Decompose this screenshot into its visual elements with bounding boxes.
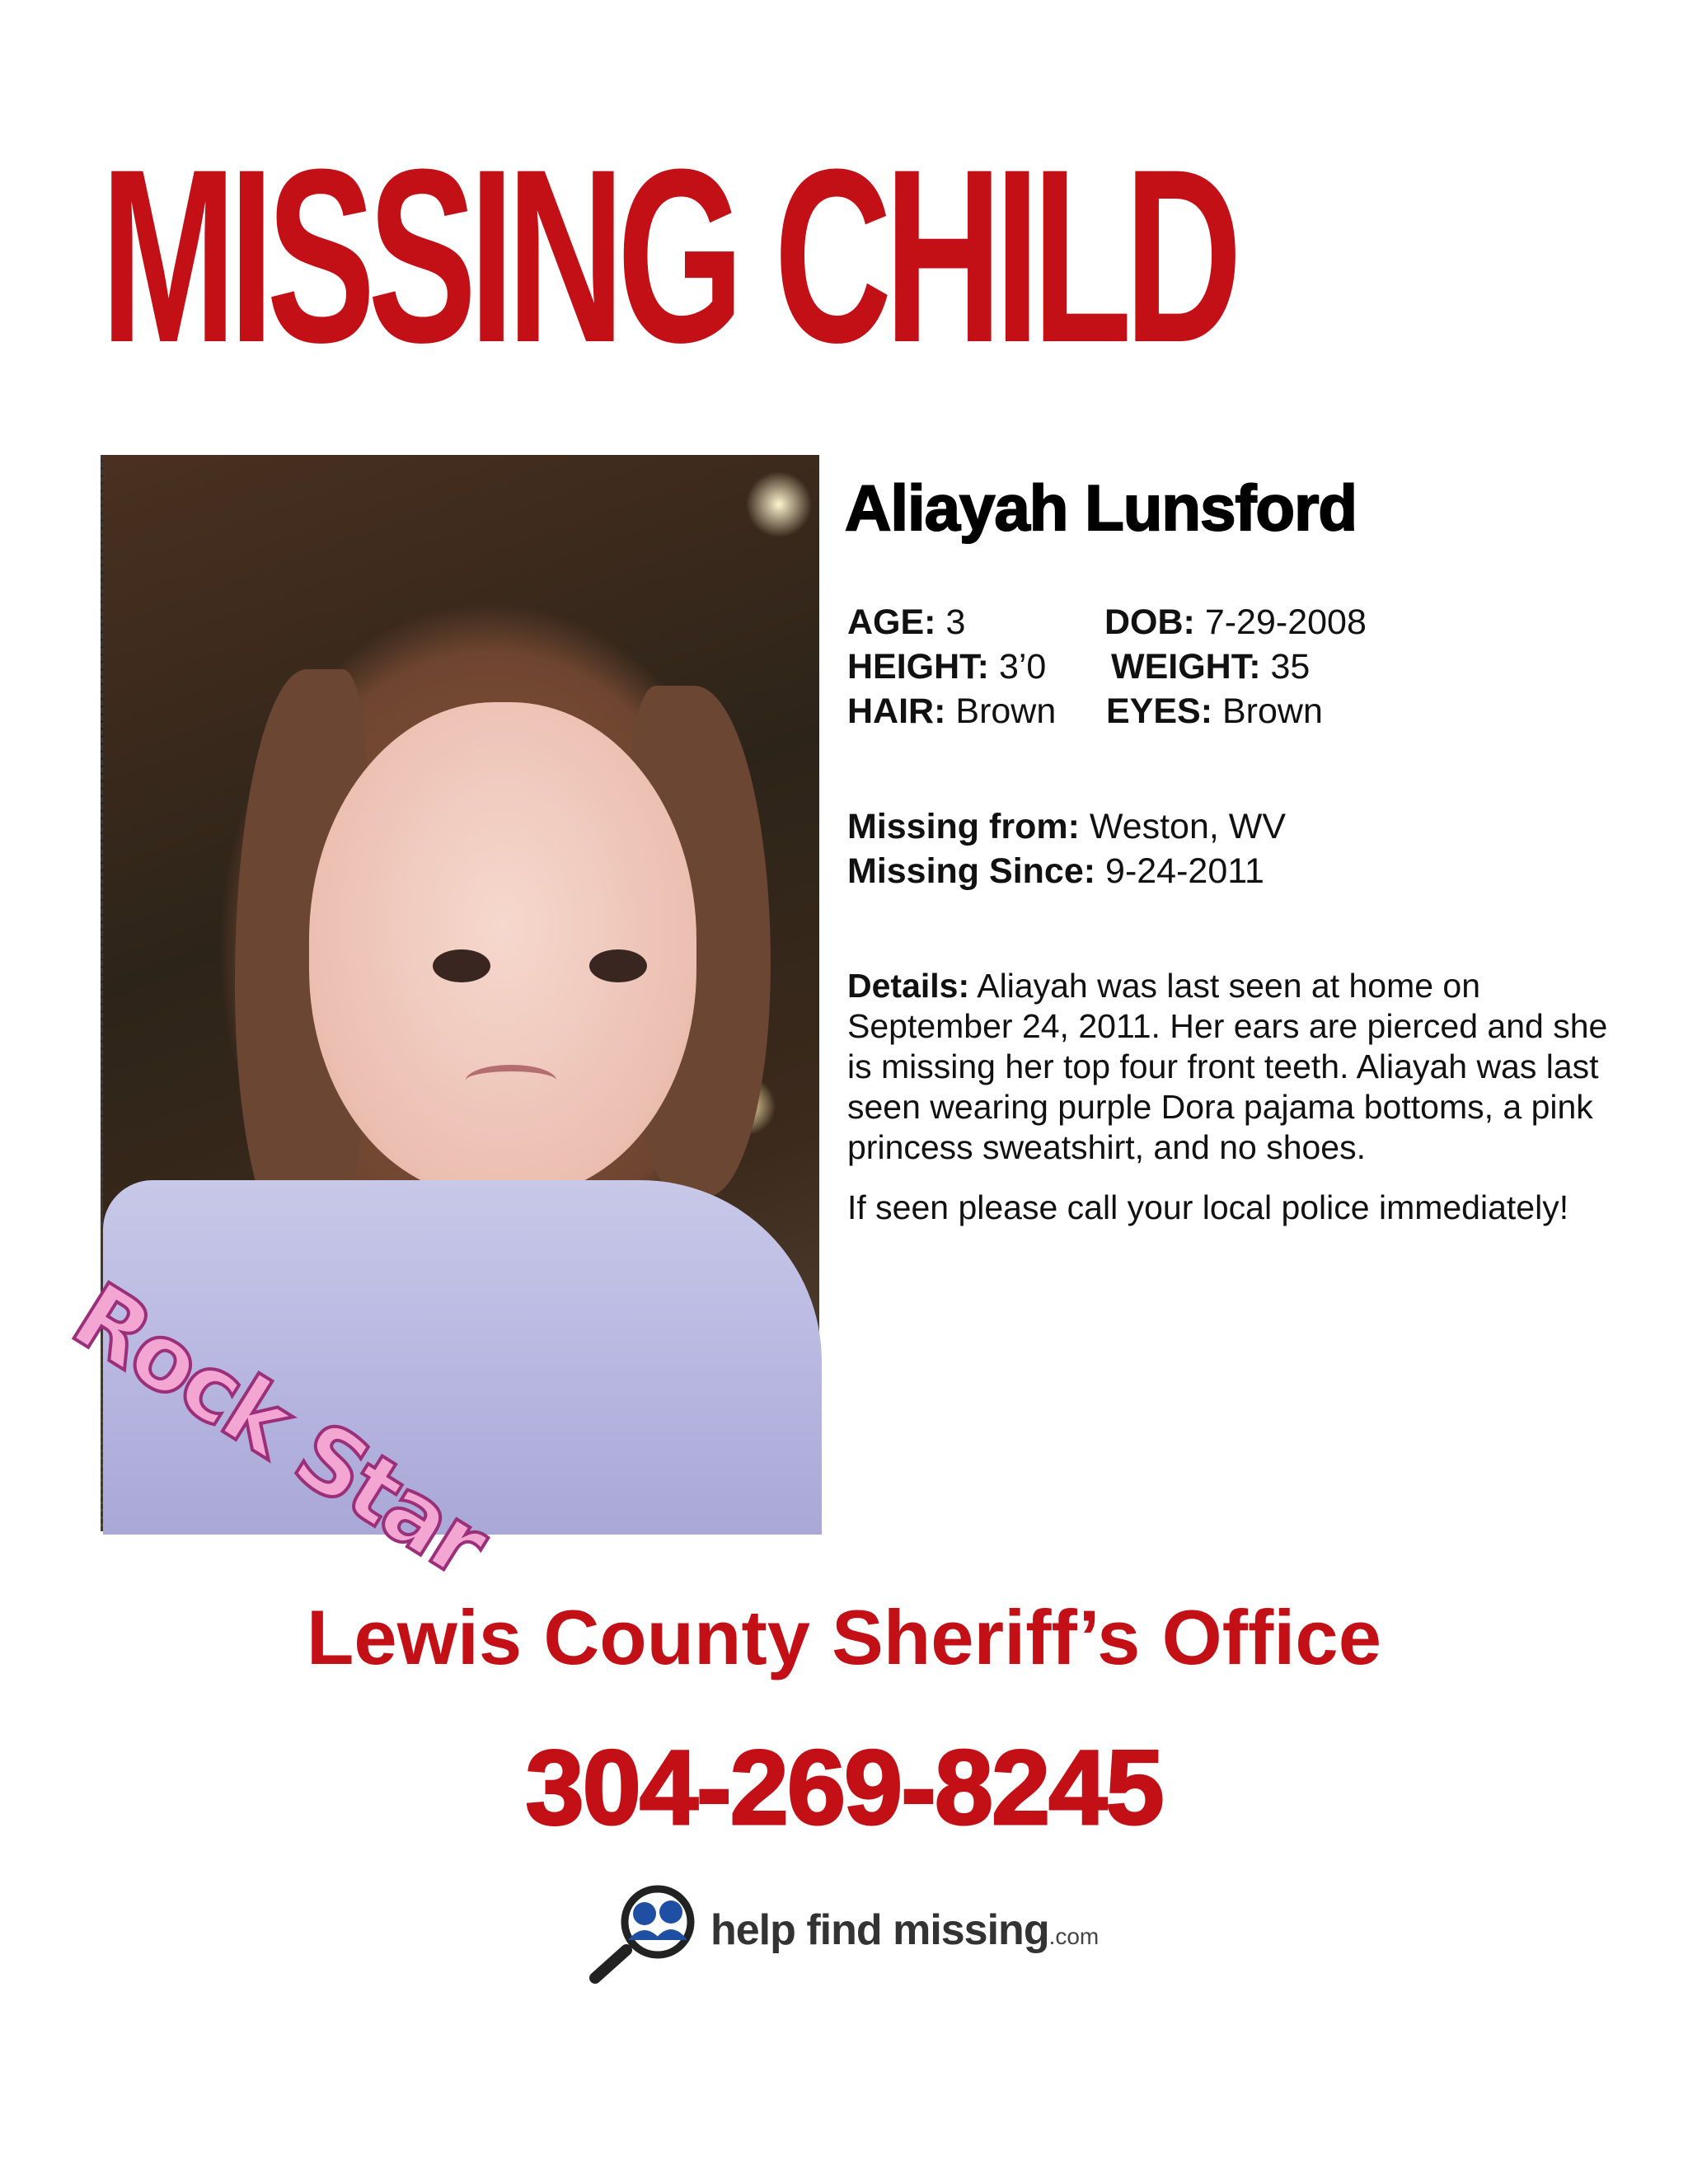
child-photo (55, 455, 819, 1597)
photo-mouth (466, 1065, 556, 1096)
photo-face (309, 702, 696, 1197)
magnifier-people-icon (587, 1886, 710, 1985)
contact-phone: 304-269-8245 (525, 1729, 1163, 1847)
poster-headline: MISSING CHILD (101, 117, 1235, 394)
photo-eye-left (433, 949, 490, 982)
child-name: Aliayah Lunsford (845, 471, 1357, 544)
photo-eye-right (589, 949, 647, 982)
details-paragraph: Details: Aliayah was last seen at home on September 24, 2011. Her ears are pierced and she is missing her top four front teeth. Aliayah was last seen wearing purple Dora pajama bottoms, a pink princess sweatshirt, and no shoes. (847, 967, 1608, 1166)
hair-field: HAIR: Brown (847, 691, 1057, 731)
help-find-missing-logo (587, 1886, 1114, 1985)
agency-name: Lewis County Sheriff’s Office (307, 1594, 1381, 1680)
dob-field: DOB: 7-29-2008 (1104, 602, 1367, 642)
logo-wordmark: help find missing.com (710, 1906, 1100, 1954)
eyes-field: EYES: Brown (1106, 691, 1323, 731)
weight-field: WEIGHT: 35 (1111, 647, 1311, 687)
details-section (847, 966, 1622, 1248)
call-to-action: If seen please call your local police immediately! (847, 1188, 1569, 1226)
age-field: AGE: 3 (847, 602, 966, 642)
shirt-print-text: Rock Star (55, 1263, 504, 1597)
height-field: HEIGHT: 3’0 (847, 647, 1047, 687)
